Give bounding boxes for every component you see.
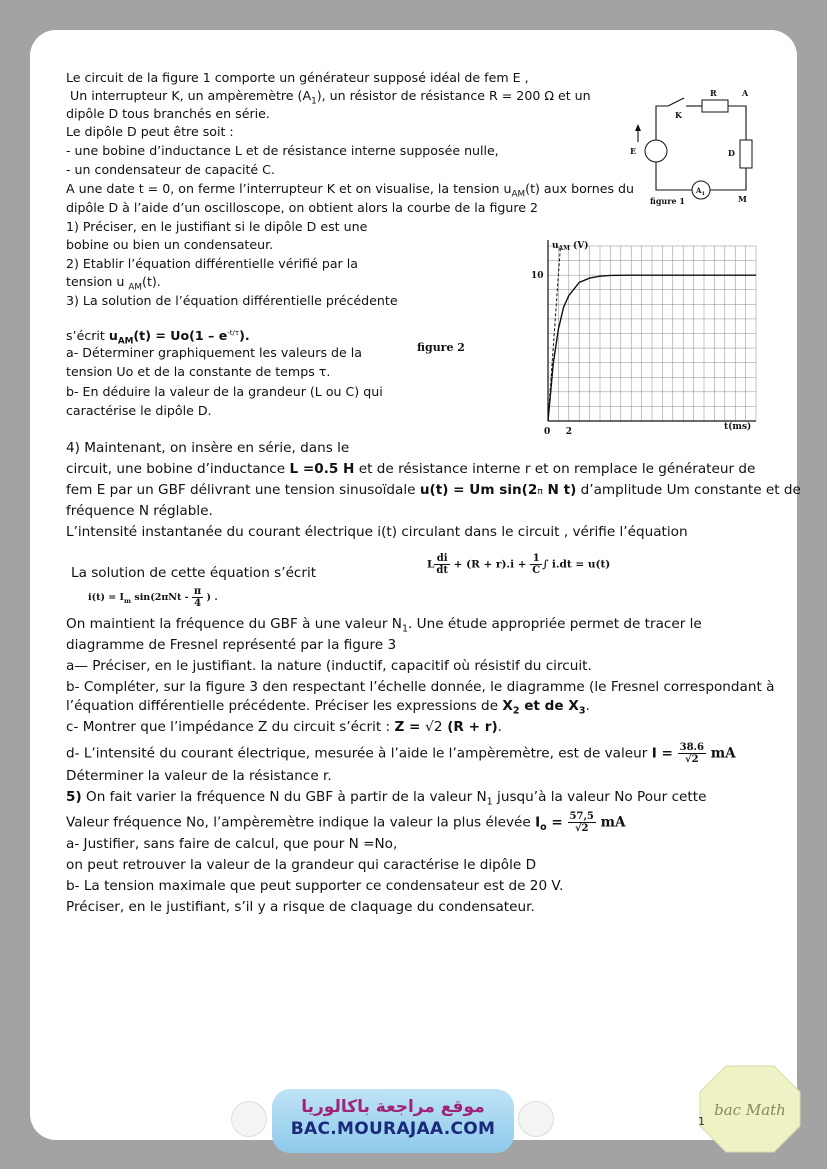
- q4-line-1: 4) Maintenant, on insère en série, dans le: [66, 440, 350, 456]
- generator-E: [645, 140, 667, 162]
- q4-solution-intro: La solution de cette équation s’écrit: [71, 565, 317, 581]
- q4-c: c- Montrer que l’impédance Z du circuit s’écrit : Z = √2 (R + r).: [66, 719, 502, 735]
- intro-line-7: A une date t = 0, on ferme l’interrupteur K et on visualise, la tension $u_{AM}(t)$ aux bornes du: [66, 181, 635, 200]
- q1-line-2: bobine ou bien un condensateur.: [66, 237, 274, 252]
- q5-a-line-2: on peut retrouver la valeur de la grandeur qui caractérise le dipôle D: [66, 857, 537, 873]
- x-tick-0: 0: [544, 427, 551, 437]
- q3-solution: s’écrit $u_{AM}(t) = Uo(1 - e^{-t/\tau})$.: [66, 328, 250, 347]
- resistor-R: [702, 100, 728, 112]
- label-A1: $A_1$: [696, 186, 705, 197]
- x-tick-2: 2: [565, 427, 573, 437]
- label-M: M: [738, 194, 747, 204]
- current-solution: $i(t) = I_m$ sin(2πNt - $\frac{\pi}{4}$ ) .: [88, 586, 218, 609]
- q2-line-1: 2) Etablir l’équation différentielle vérifié par la: [66, 256, 358, 271]
- intro-line-5: - une bobine d’inductance L et de résistance interne supposée nulle,: [66, 143, 499, 158]
- y-tick-10: 10: [531, 271, 544, 282]
- site-logo-left: [231, 1101, 267, 1137]
- q4-b-line-1: b- Compléter, sur la figure 3 den respectant l’échelle donnée, le diagramme (le Fresnel correspondant à: [66, 679, 775, 695]
- q4-line-2: circuit, une bobine d’inductance L =0.5 H et de résistance interne r et on remplace le générateur de: [66, 461, 756, 477]
- q5-a-line-1: a- Justifier, sans faire de calcul, que pour N =No,: [66, 836, 398, 852]
- q5-b-line-2: Préciser, en le justifiant, s’il y a risque de claquage du condensateur.: [66, 899, 535, 915]
- q3-a-line-2: tension Uo et de la constante de temps τ.: [66, 364, 331, 379]
- banner-arabic-title: موقع مراجعة باكالوريا: [301, 1097, 485, 1117]
- q4-n1-line-1: On maintient la fréquence du GBF à une valeur $N_1$. Une étude appropriée permet de tracer le: [66, 616, 702, 635]
- bacmath-logo-text: bac Math: [714, 1101, 786, 1119]
- q5-line-1: 5) On fait varier la fréquence N du GBF à partir de la valeur $N_1$ jusqu’à la valeur No Pour cette: [66, 789, 707, 808]
- intro-line-8: dipôle D à l’aide d’un oscilloscope, on obtient alors la courbe de la figure 2: [66, 200, 539, 215]
- q1-line-1: 1) Préciser, en le justifiant si le dipôle D est une: [66, 219, 368, 234]
- figure-1-circuit: [628, 78, 768, 208]
- figure-1-caption: figure 1: [650, 196, 685, 206]
- chart-grid: [548, 246, 756, 421]
- label-K: K: [675, 110, 682, 120]
- label-D: D: [728, 148, 735, 158]
- q4-b-line-2: l’équation différentielle précédente. Préciser les expressions de $X_2$ et de $X_3$.: [66, 698, 590, 717]
- q4-d: d- L’intensité du courant électrique, mesurée à l’aide le l’ampèremètre, est de valeur I = $\frac{38.6}{√2}$ mA: [66, 742, 736, 765]
- label-E: E: [630, 146, 637, 156]
- chart-x-label: t(ms): [724, 422, 752, 432]
- q4-d-line-2: Déterminer la valeur de la résistance r.: [66, 768, 332, 784]
- q3-a-line-1: a- Déterminer graphiquement les valeurs de la: [66, 345, 362, 360]
- differential-equation: L $\frac{di}{dt}$ + (R + r).i + $\frac{1}{C}$ ∫ i.dt = u(t): [427, 553, 611, 576]
- q4-line-4: fréquence N réglable.: [66, 503, 213, 519]
- site-banner[interactable]: [272, 1089, 514, 1153]
- bacmath-logo: [698, 1064, 802, 1154]
- banner-url[interactable]: BAC.MOURAJAA.COM: [290, 1119, 496, 1139]
- q3-b-line-1: b- En déduire la valeur de la grandeur (L ou C) qui: [66, 384, 383, 399]
- intro-line-1: Le circuit de la figure 1 comporte un générateur supposé idéal de fem E ,: [66, 70, 529, 85]
- intro-line-4: Le dipôle D peut être soit :: [66, 124, 234, 139]
- label-R: R: [710, 88, 717, 98]
- q4-n1-line-2: diagramme de Fresnel représenté par la figure 3: [66, 637, 397, 653]
- label-A: A: [742, 88, 749, 98]
- q3-b-line-2: caractérise le dipôle D.: [66, 403, 212, 418]
- intro-line-2: Un interrupteur K, un ampèremètre $(A_1)$, un résistor de résistance R = 200 Ω et un: [70, 88, 591, 107]
- dipole-D: [740, 140, 752, 168]
- chart-y-label: $u_{AM}$ (V): [552, 241, 589, 252]
- q5-b-line-1: b- La tension maximale que peut supporter ce condensateur est de 20 V.: [66, 878, 564, 894]
- q4-a: a— Préciser, en le justifiant. la nature (inductif, capacitif où résistif du circuit.: [66, 658, 592, 674]
- q5-line-2: Valeur fréquence No, l’ampèremètre indique la valeur la plus élevée $I_o$ = $\frac{57,5}{√2}$ mA: [66, 811, 626, 834]
- q4-line-5: L’intensité instantanée du courant électrique i(t) circulant dans le circuit , vérifie l’équation: [66, 524, 688, 540]
- q4-line-3: fem E par un GBF délivrant une tension sinusoïdale u(t) = Um sin(2π N t) d’amplitude Um constante et de: [66, 482, 801, 498]
- intro-line-6: - un condensateur de capacité C.: [66, 162, 275, 177]
- site-logo-right: [518, 1101, 554, 1137]
- intro-line-3: dipôle D tous branchés en série.: [66, 106, 270, 121]
- q2-line-2: tension u $_{AM}$(t).: [66, 274, 161, 293]
- q3-line-1: 3) La solution de l’équation différentielle précédente: [66, 293, 398, 308]
- page-number: 1: [698, 1115, 705, 1128]
- figure-2-caption: figure 2: [417, 341, 465, 354]
- figure-2-chart: [528, 236, 768, 442]
- voltage-arrow: [635, 124, 641, 131]
